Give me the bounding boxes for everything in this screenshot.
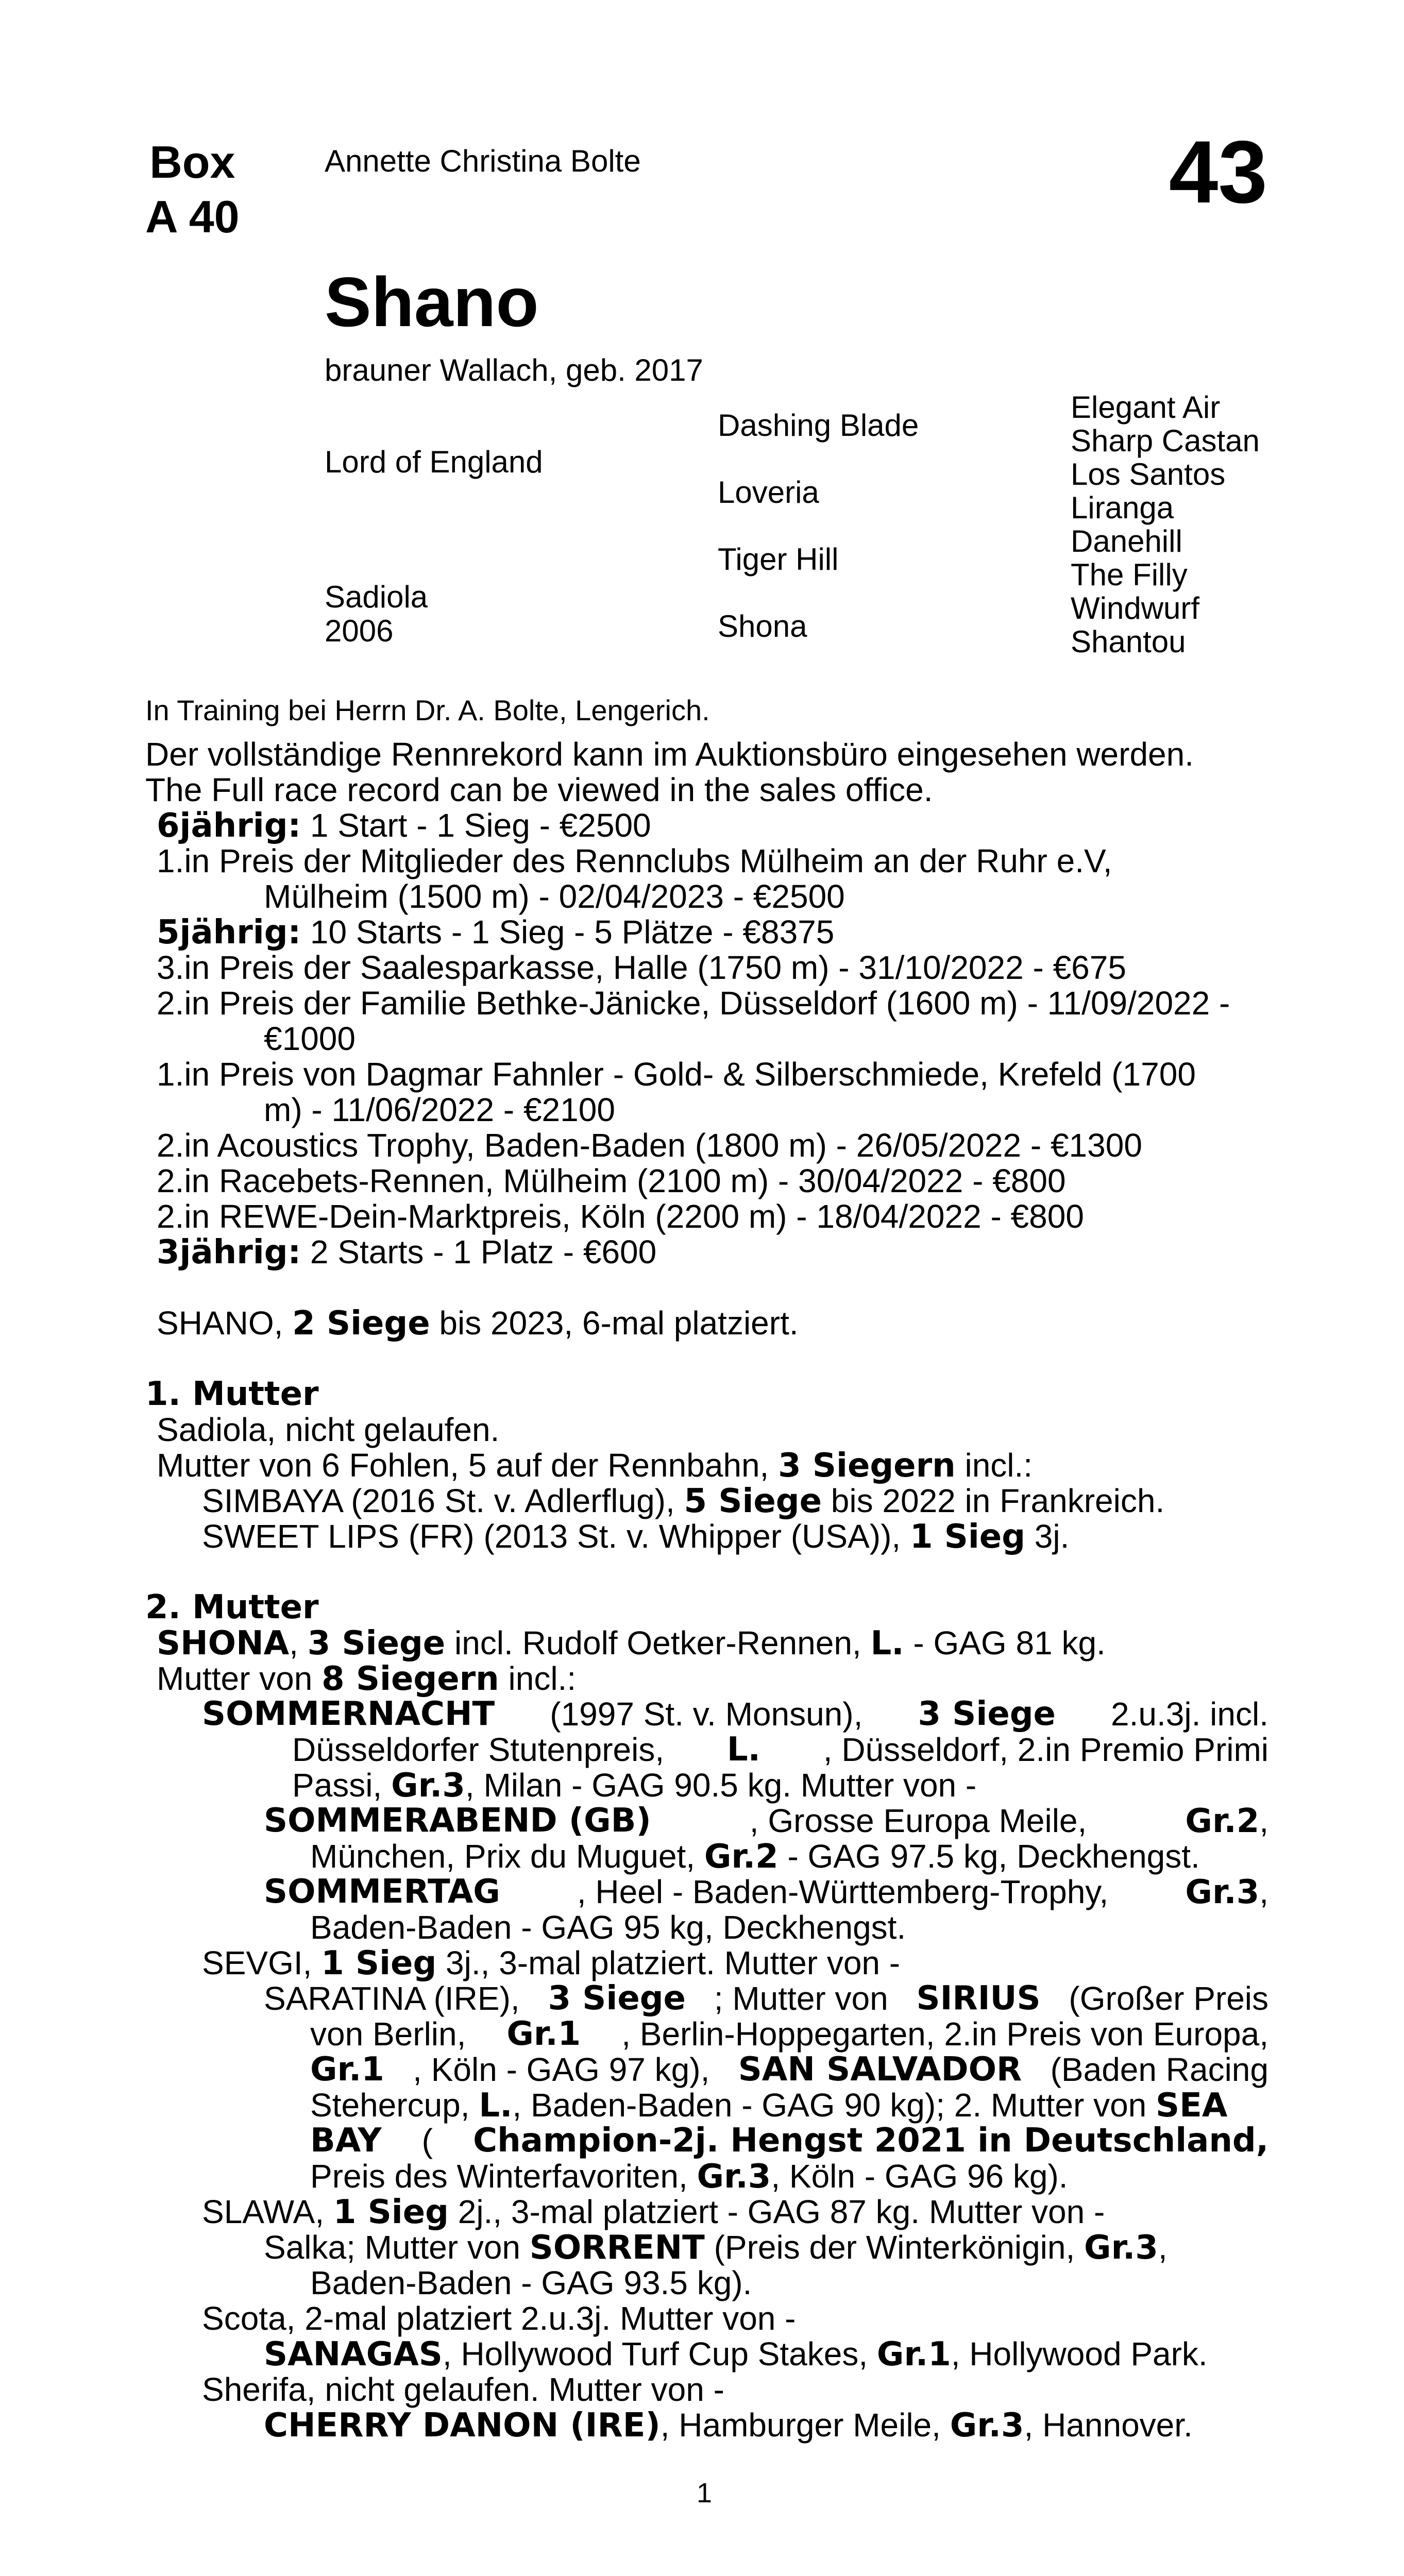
summary-text: SHANO,	[157, 1304, 293, 1342]
text: , Baden-Baden - GAG 90 kg); 2. Mutter von	[512, 2087, 1156, 2124]
horse-description: brauner Wallach, geb. 2017	[325, 353, 703, 387]
career-summary	[145, 1306, 1268, 1341]
bold-text: L.	[870, 1624, 904, 1663]
text: 3j.	[1025, 1518, 1070, 1555]
dam-2-line	[145, 2336, 1268, 2372]
dam-2-line	[145, 2194, 1268, 2230]
race-line: 2.in Acoustics Trophy, Baden-Baden (1800 m) - 26/05/2022 - €1300	[157, 1127, 1142, 1164]
bold-text: Gr.3	[950, 2406, 1024, 2445]
bold-text: L.	[726, 1731, 760, 1769]
race-text: 1.in Preis der Mitglieder des Rennclubs Mülheim an der Ruhr e.V,	[157, 842, 1112, 879]
dam-2-line	[145, 2230, 1268, 2265]
dam-2-line	[145, 1803, 1268, 1839]
text: Mutter von 6 Fohlen, 5 auf der Rennbahn,	[157, 1447, 779, 1484]
text: ,	[1259, 1873, 1268, 1910]
race-line: 2.in REWE-Dein-Marktpreis, Köln (2200 m) - 18/04/2022 - €800	[157, 1198, 1084, 1235]
text: SWEET LIPS (FR) (2013 St. v. Whipper (USA)),	[202, 1518, 910, 1555]
year-6-summary	[145, 808, 1268, 843]
text: ,	[1158, 2229, 1168, 2266]
pedigree-g3-1: Elegant Air	[1071, 390, 1221, 425]
dam-2-line: Scota, 2-mal platziert 2.u.3j. Mutter von -	[202, 2300, 796, 2337]
dam-2-line	[145, 2052, 1268, 2088]
pedigree-sire-sire: Dashing Blade	[718, 408, 919, 443]
dam-2-line	[145, 2088, 1268, 2123]
text: Stehercup,	[310, 2087, 479, 2124]
text: (1997 St. v. Monsun),	[550, 1696, 863, 1733]
text: SIMBAYA (2016 St. v. Adlerflug),	[202, 1482, 684, 1519]
bold-text: SIRIUS	[916, 1979, 1041, 2018]
seller-name: Annette Christina Bolte	[325, 144, 641, 178]
dam-2-heading: 2. Mutter	[145, 1588, 319, 1626]
lot-number: 43	[1169, 123, 1267, 222]
text: 2.u.3j. incl.	[1111, 1696, 1268, 1733]
dam-1-line	[145, 1448, 1268, 1483]
text: , Grosse Europa Meile,	[749, 1802, 1087, 1839]
record-note-de: Der vollständige Rennrekord kann im Auktionsbüro eingesehen werden.	[145, 736, 1194, 773]
text: München, Prix du Muguet,	[310, 1838, 704, 1875]
bold-text: SANAGAS	[264, 2335, 443, 2374]
summary-wins: 2 Siege	[292, 1304, 430, 1343]
pedigree-dam-sire: Tiger Hill	[718, 542, 839, 577]
text: Düsseldorfer Stutenpreis,	[292, 1731, 665, 1768]
bold-text: Gr.3	[697, 2158, 771, 2196]
bold-text: SOMMERTAG	[264, 1873, 500, 1911]
pedigree-g3-6: The Filly	[1071, 557, 1188, 592]
bold-text: Gr.3	[1185, 1873, 1260, 1911]
bold-text: SOMMERABEND (GB)	[264, 1802, 651, 1840]
year-6-label: 6jährig:	[157, 807, 301, 845]
bold-text: 1 Sieg	[333, 2193, 449, 2231]
text: , Heel - Baden-Württemberg-Trophy,	[577, 1873, 1109, 1910]
bold-text: Gr.1	[876, 2335, 951, 2374]
box-line-2: A 40	[145, 191, 240, 242]
pedigree-g3-7: Windwurf	[1071, 591, 1200, 625]
dam-1-line: Sadiola, nicht gelaufen.	[157, 1411, 500, 1448]
bold-text: 5 Siege	[684, 1482, 822, 1520]
dam-2-line	[145, 2123, 1268, 2159]
text: SEVGI,	[202, 1944, 322, 1981]
year-5-summary	[145, 914, 1268, 950]
race-line: €1000	[264, 1020, 356, 1057]
page-number: 1	[697, 2478, 713, 2509]
pedigree-g3-4: Liranga	[1071, 490, 1174, 525]
race-line	[145, 843, 1268, 879]
record-note-en: The Full race record can be viewed in the sales office.	[145, 771, 933, 808]
text: - GAG 97.5 kg, Deckhengst.	[778, 1838, 1200, 1875]
text: incl.:	[955, 1447, 1033, 1484]
text: (Preis der Winterkönigin,	[704, 2229, 1085, 2266]
dam-2-line	[145, 1981, 1268, 2016]
spacer	[145, 1341, 1268, 1377]
bold-text: BAY	[310, 2122, 382, 2160]
race-line: m) - 11/06/2022 - €2100	[264, 1091, 615, 1128]
dam-2-line	[145, 1945, 1268, 1981]
spacer	[145, 1270, 1268, 1306]
text: bis 2022 in Frankreich.	[822, 1482, 1165, 1519]
bold-text: Gr.1	[310, 2050, 384, 2089]
text: , Berlin-Hoppegarten, 2.in Preis von Europa,	[621, 2015, 1268, 2053]
race-line: 2.in Racebets-Rennen, Mülheim (2100 m) - 30/04/2022 - €800	[157, 1162, 1066, 1199]
bold-text: CHERRY DANON (IRE)	[264, 2406, 661, 2445]
dam-2-line	[145, 2159, 1268, 2194]
text: ,	[1259, 1802, 1268, 1839]
bold-text: Gr.3	[1084, 2229, 1158, 2267]
summary-text: bis 2023, 6-mal platziert.	[430, 1304, 799, 1342]
text: SARATINA (IRE),	[264, 1980, 520, 2017]
pedigree-g3-5: Danehill	[1071, 524, 1182, 558]
bold-text: SOMMERNACHT	[202, 1695, 495, 1733]
text: , Köln - GAG 96 kg).	[771, 2158, 1068, 2195]
bold-text: Gr.2	[704, 1838, 779, 1876]
bold-text: Gr.3	[391, 1767, 465, 1805]
bold-text: SHONA	[157, 1624, 290, 1663]
year-3-label: 3jährig:	[157, 1233, 301, 1272]
text: , Hamburger Meile,	[660, 2406, 950, 2444]
pedigree-g3-2: Sharp Castan	[1071, 423, 1260, 458]
text: incl.:	[499, 1660, 577, 1697]
bold-text: 8 Siegern	[322, 1660, 499, 1698]
text: , Hollywood Turf Cup Stakes,	[442, 2335, 877, 2372]
dam-2-line	[145, 1625, 1268, 1661]
dam-2-line	[145, 2016, 1268, 2052]
year-5-label: 5jährig:	[157, 913, 301, 952]
box-line-1: Box	[149, 137, 235, 188]
text: SLAWA,	[202, 2193, 333, 2230]
bold-text: 3 Siege	[918, 1695, 1056, 1733]
text: Passi,	[292, 1767, 392, 1804]
dam-2-line	[145, 1697, 1268, 1732]
text: - GAG 81 kg.	[904, 1624, 1106, 1662]
dam-1-line	[145, 1483, 1268, 1519]
dam-1-heading: 1. Mutter	[145, 1375, 319, 1413]
pedigree-g3-3: Los Santos	[1071, 457, 1226, 492]
race-line: 2.in Preis der Familie Bethke-Jänicke, Düsseldorf (1600 m) - 11/09/2022 -	[157, 985, 1230, 1022]
dam-2-line	[145, 1732, 1268, 1768]
bold-text: 3 Siege	[307, 1624, 446, 1663]
text: incl. Rudolf Oetker-Rennen,	[445, 1624, 871, 1662]
year-3-summary	[145, 1234, 1268, 1270]
pedigree-dam-year: 2006	[325, 614, 394, 648]
text: , Hollywood Park.	[951, 2335, 1208, 2372]
pedigree-sire-dam: Loveria	[718, 475, 819, 510]
text: , Hannover.	[1024, 2406, 1193, 2444]
bold-text: Gr.2	[1185, 1802, 1260, 1840]
pedigree-dam-dam: Shona	[718, 609, 807, 643]
text: Mutter von	[157, 1660, 322, 1697]
bold-text: 3 Siege	[548, 1979, 686, 2018]
dam-2-line	[145, 1768, 1268, 1803]
year-3-text: 2 Starts - 1 Platz - €600	[301, 1233, 657, 1270]
dam-2-line: Sherifa, nicht gelaufen. Mutter von -	[202, 2371, 724, 2408]
pedigree-g3-8: Shantou	[1071, 624, 1186, 659]
text: ; Mutter von	[714, 1980, 888, 2017]
training-note: In Training bei Herrn Dr. A. Bolte, Lengerich.	[145, 694, 710, 726]
bold-text: 1 Sieg	[321, 1944, 437, 1982]
spacer	[145, 1554, 1268, 1590]
bold-text: L.	[479, 2087, 513, 2125]
horse-name: Shano	[325, 263, 539, 341]
text: , Milan - GAG 90.5 kg. Mutter von -	[465, 1767, 977, 1804]
year-5-text: 10 Starts - 1 Sieg - 5 Plätze - €8375	[301, 913, 835, 951]
dam-2-line	[145, 1874, 1268, 1910]
bold-text: 3 Siegern	[778, 1447, 956, 1485]
text: Salka; Mutter von	[264, 2229, 530, 2266]
bold-text: SAN SALVADOR	[738, 2050, 1022, 2089]
text: 3j., 3-mal platziert. Mutter von -	[436, 1944, 901, 1981]
race-record-body	[145, 737, 1268, 2443]
dam-2-line: Baden-Baden - GAG 93.5 kg).	[310, 2264, 752, 2301]
bold-text: Champion-2j. Hengst 2021 in Deutschland,	[473, 2122, 1268, 2160]
bold-text: Gr.1	[506, 2015, 581, 2053]
dam-2-line	[145, 1839, 1268, 1874]
race-line: 1.in Preis von Dagmar Fahnler - Gold- & Silberschmiede, Krefeld (1700	[157, 1056, 1196, 1093]
text: (Großer Preis	[1069, 1980, 1268, 2017]
pedigree-sire: Lord of England	[325, 445, 543, 479]
dam-2-line: Baden-Baden - GAG 95 kg, Deckhengst.	[310, 1909, 906, 1946]
pedigree-dam: Sadiola	[325, 580, 428, 614]
bold-text: 1 Sieg	[909, 1518, 1025, 1556]
text: , Köln - GAG 97 kg),	[413, 2051, 710, 2088]
bold-text: SORRENT	[529, 2229, 705, 2267]
race-line: 3.in Preis der Saalesparkasse, Halle (1750 m) - 31/10/2022 - €675	[157, 949, 1126, 986]
text: 2j., 3-mal platziert - GAG 87 kg. Mutter von -	[448, 2193, 1105, 2230]
text: von Berlin,	[310, 2015, 466, 2053]
race-line: Mülheim (1500 m) - 02/04/2023 - €2500	[264, 878, 845, 915]
text: , Düsseldorf, 2.in Premio Primi	[823, 1731, 1268, 1768]
text: (Baden Racing	[1050, 2051, 1268, 2088]
year-6-text: 1 Start - 1 Sieg - €2500	[301, 807, 651, 844]
dam-2-line	[145, 2408, 1268, 2443]
box-label	[145, 135, 240, 244]
text: (	[421, 2122, 433, 2159]
text: Preis des Winterfavoriten,	[310, 2158, 697, 2195]
bold-text: SEA	[1156, 2087, 1228, 2125]
dam-1-line	[145, 1519, 1268, 1554]
dam-2-line	[145, 1661, 1268, 1697]
text: ,	[289, 1624, 308, 1662]
